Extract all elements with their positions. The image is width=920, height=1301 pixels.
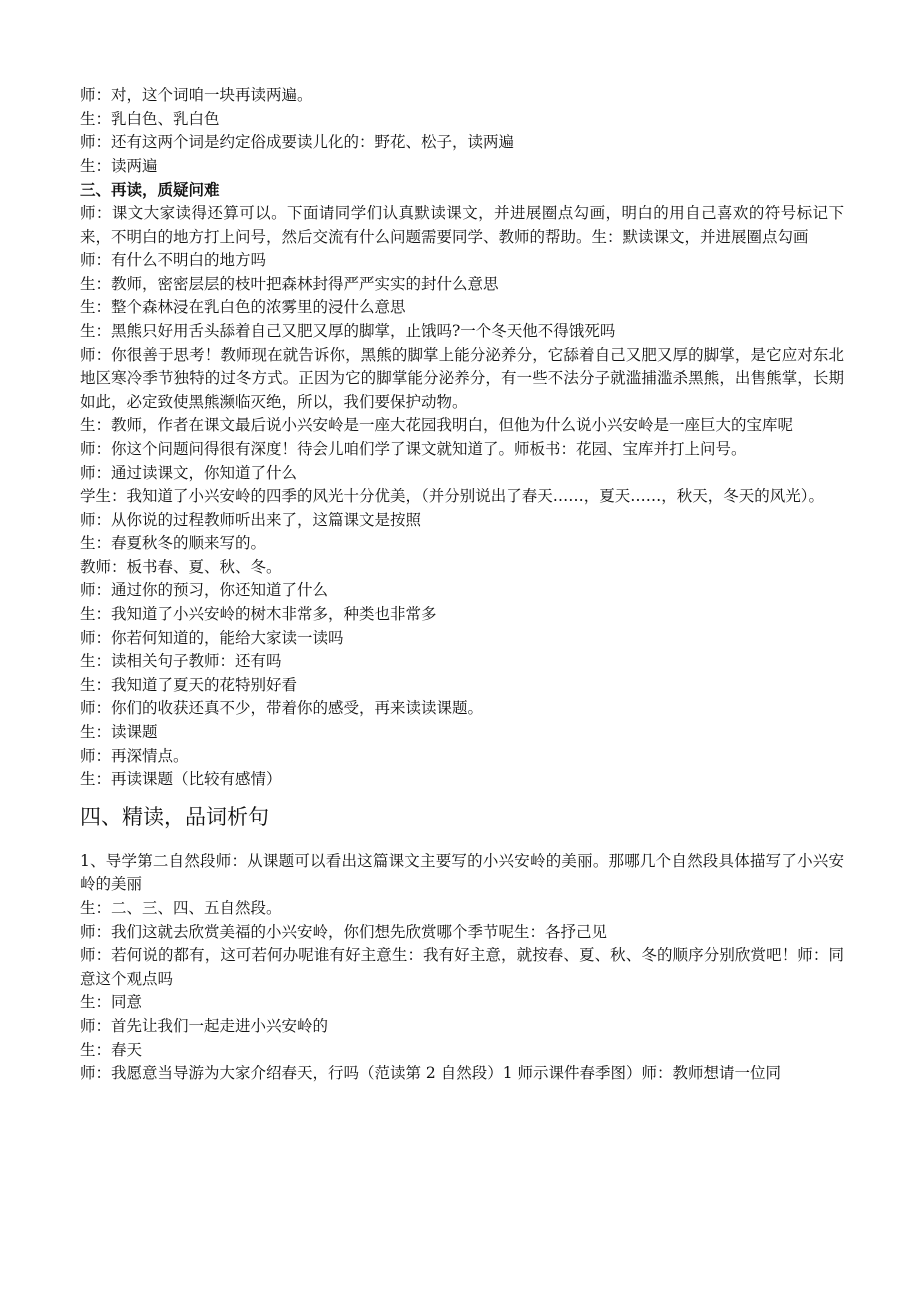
paragraph: 师：你们的收获还真不少，带着你的感受，再来读读课题。 xyxy=(80,699,484,718)
paragraph: 生：春天 xyxy=(80,1040,143,1059)
paragraph: 师：若何说的都有，这可若何办呢谁有好主意生：我有好主意，就按春、夏、秋、冬的顺序分别欣赏吧！师：同意这个观点吗 xyxy=(80,946,844,988)
document-body xyxy=(80,84,844,1086)
paragraph: 生：我知道了夏天的花特别好看 xyxy=(80,675,298,694)
paragraph: 生：整个森林浸在乳白色的浓雾里的浸什么意思 xyxy=(80,298,406,317)
paragraph: 师：你若何知道的，能给大家读一读吗 xyxy=(80,628,344,647)
paragraph: 生：我知道了小兴安岭的树木非常多，种类也非常多 xyxy=(80,605,437,624)
paragraph: 师：你这个问题问得很有深度！待会儿咱们学了课文就知道了。师板书：花园、宝库并打上问号。 xyxy=(80,439,747,458)
paragraph-group-mid xyxy=(80,202,844,792)
paragraph: 师：通过你的预习，你还知道了什么 xyxy=(80,581,329,600)
paragraph: 生：教师，密密层层的枝叶把森林封得严严实实的封什么意思 xyxy=(80,274,499,293)
paragraph: 1、导学第二自然段师：从课题可以看出这篇课文主要写的小兴安岭的美丽。那哪几个自然段具体描写了小兴安岭的美丽 xyxy=(80,851,844,894)
paragraph: 师：你很善于思考！教师现在就告诉你，黑熊的脚掌上能分泌养分，它舔着自己又肥又厚的脚掌，是它应对东北地区寒冷季节独特的过冬方式。正因为它的脚掌能分泌养分，有一些不法分子就滥捕滥杀黑熊，出售熊掌，长期如此，必定致使黑熊濒临灭绝，所以，我们要保护动物。 xyxy=(80,345,844,411)
paragraph: 生：读相关句子教师：还有吗 xyxy=(80,652,282,671)
paragraph: 学生：我知道了小兴安岭的四季的风光十分优美，（并分别说出了春天……，夏天……，秋天，冬天的风光）。 xyxy=(80,487,825,506)
paragraph: 师：从你说的过程教师听出来了，这篇课文是按照 xyxy=(80,510,422,529)
paragraph: 生：乳白色、乳白色 xyxy=(80,109,220,128)
paragraph: 生：春夏秋冬的顺来写的。 xyxy=(80,534,267,553)
paragraph: 教师：板书春、夏、秋、冬。 xyxy=(80,557,282,576)
paragraph: 生：再读课题（比较有感情） xyxy=(80,770,282,789)
paragraph: 生：读两遍 xyxy=(80,156,158,175)
paragraph: 生：读课题 xyxy=(80,723,158,742)
paragraph: 师：有什么不明白的地方吗 xyxy=(80,251,267,270)
paragraph: 生：黑熊只好用舌头舔着自己又肥又厚的脚掌，止饿吗?一个冬天他不得饿死吗 xyxy=(80,321,616,340)
paragraph: 师：首先让我们一起走进小兴安岭的 xyxy=(80,1016,329,1035)
section-heading-4: 四、精读，品词析句 xyxy=(80,804,269,829)
paragraph: 师：我愿意当导游为大家介绍春天，行吗（范读第 2 自然段）1 师示课件春季图）师：教师想请一位同 xyxy=(80,1064,782,1083)
paragraph: 师：还有这两个词是约定俗成要读儿化的：野花、松子，读两遍 xyxy=(80,133,515,152)
paragraph-group-top xyxy=(80,84,844,178)
paragraph: 师：课文大家读得还算可以。下面请同学们认真默读课文，并进展圈点勾画，明白的用自己喜欢的符号标记下来，不明白的地方打上问号，然后交流有什么问题需要同学、教师的帮助。生：默读课文，并进展圈点勾画 xyxy=(80,203,844,246)
section-heading-3: 三、再读，质疑问难 xyxy=(80,180,220,200)
paragraph: 师：对，这个词咱一块再读两遍。 xyxy=(80,86,313,104)
paragraph: 生：同意 xyxy=(80,993,143,1012)
paragraph: 师：再深情点。 xyxy=(80,746,189,765)
paragraph: 生：二、三、四、五自然段。 xyxy=(80,899,282,917)
paragraph: 师：我们这就去欣赏美福的小兴安岭，你们想先欣赏哪个季节呢生：各抒己见 xyxy=(80,922,608,941)
paragraph: 生：教师，作者在课文最后说小兴安岭是一座大花园我明白，但他为什么说小兴安岭是一座巨大的宝库呢 xyxy=(80,416,794,435)
paragraph-group-bottom xyxy=(80,850,844,1086)
paragraph: 师：通过读课文，你知道了什么 xyxy=(80,463,298,482)
